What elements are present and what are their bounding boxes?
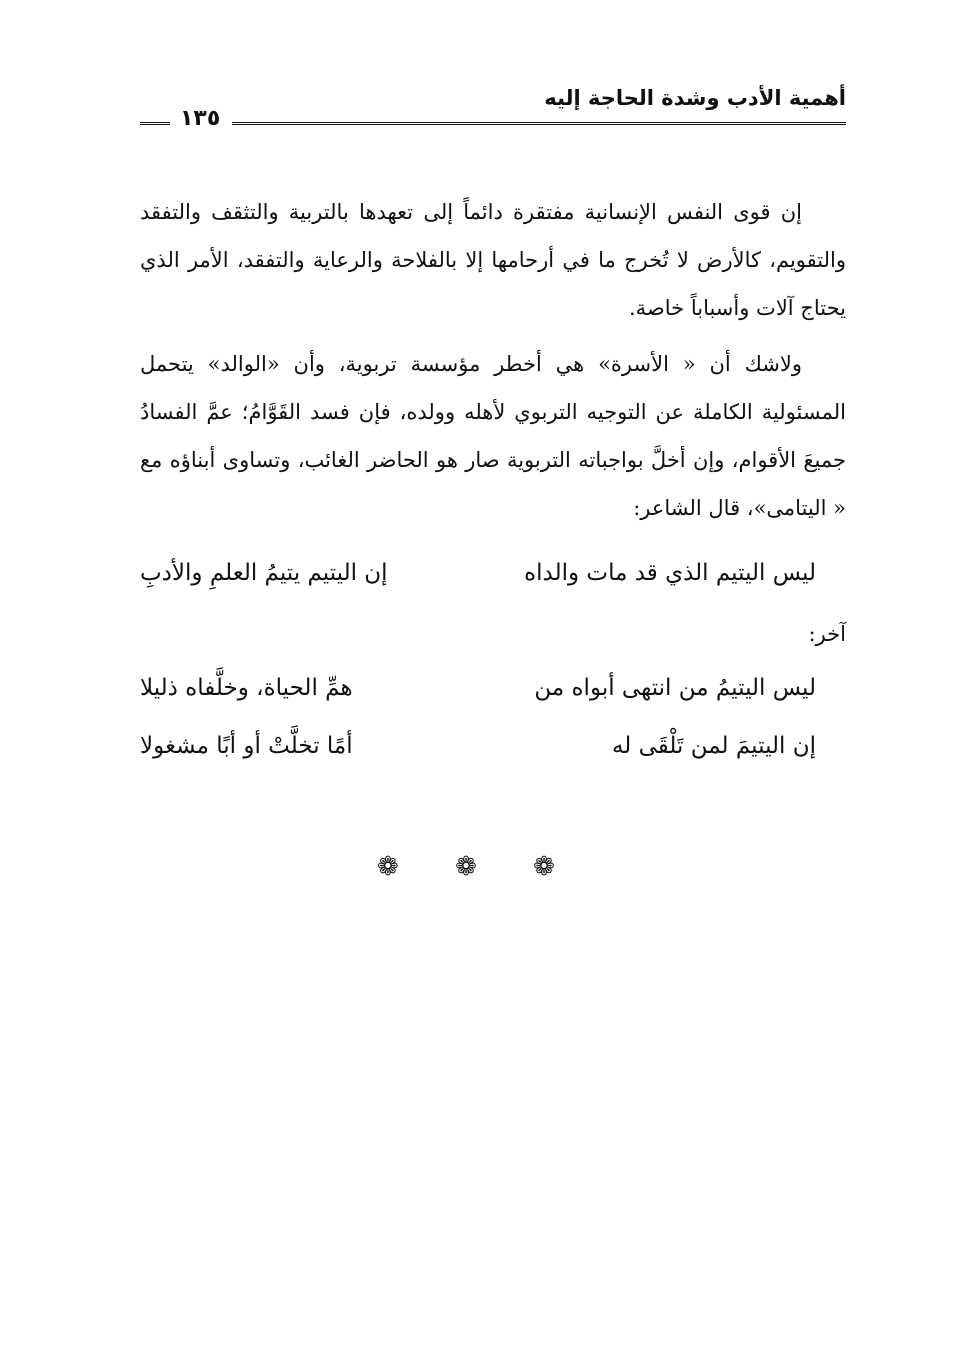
verse-3-second-hemistich: أمًا تخلَّتْ أو أبًا مشغولا [140, 733, 353, 759]
header-rule-left [140, 122, 170, 125]
header-rule-right [232, 122, 846, 125]
verse-intro-other: آخر: [808, 622, 846, 646]
paragraph-2: ولاشك أن « الأسرة» هي أخطر مؤسسة تربوية، وأن «الوالد» يتحمل المسئولية الكاملة عن التوجيه التربوي لأهله وولده، فإن فسد القَوَّامُ؛ عمَّ الفسادُ جميعَ الأقوام، وإن أخلَّ بواجباته التربوية صار هو الحاضر الغائب، وتساوى أبناؤه مع « اليتامى»، قال الشاعر: [140, 352, 846, 520]
section-separator-flowers: ❁ ❁ ❁ [377, 852, 579, 882]
verse-1-first-hemistich: ليس اليتيم الذي قد مات والداه [524, 560, 816, 586]
verse-2-first-hemistich: ليس اليتيمُ من انتهى أبواه من [534, 675, 816, 701]
verse-2-second-hemistich: همِّ الحياة، وخلَّفاه ذليلا [140, 675, 353, 701]
running-title: أهمية الأدب وشدة الحاجة إليه [544, 86, 846, 110]
body-text [140, 188, 846, 540]
page-number: ١٣٥ [180, 106, 221, 131]
paragraph-1: إن قوى النفس الإنسانية مفتقرة دائماً إلى تعهدها بالتربية والتثقف والتفقد والتقويم، كالأرض لا تُخرج ما في أرحامها إلا بالفلاحة والرعاية والتفقد، الأمر الذي يحتاج آلات وأسباباً خاصة. [140, 200, 846, 320]
verse-1-second-hemistich: إن اليتيم يتيمُ العلمِ والأدبِ [140, 560, 388, 586]
verse-line-2 [140, 675, 846, 723]
verse-line-3 [140, 733, 846, 781]
verse-3-first-hemistich: إن اليتيمَ لمن تَلْقَى له [611, 733, 816, 759]
page-header [140, 80, 846, 140]
verse-line-1 [140, 560, 846, 608]
